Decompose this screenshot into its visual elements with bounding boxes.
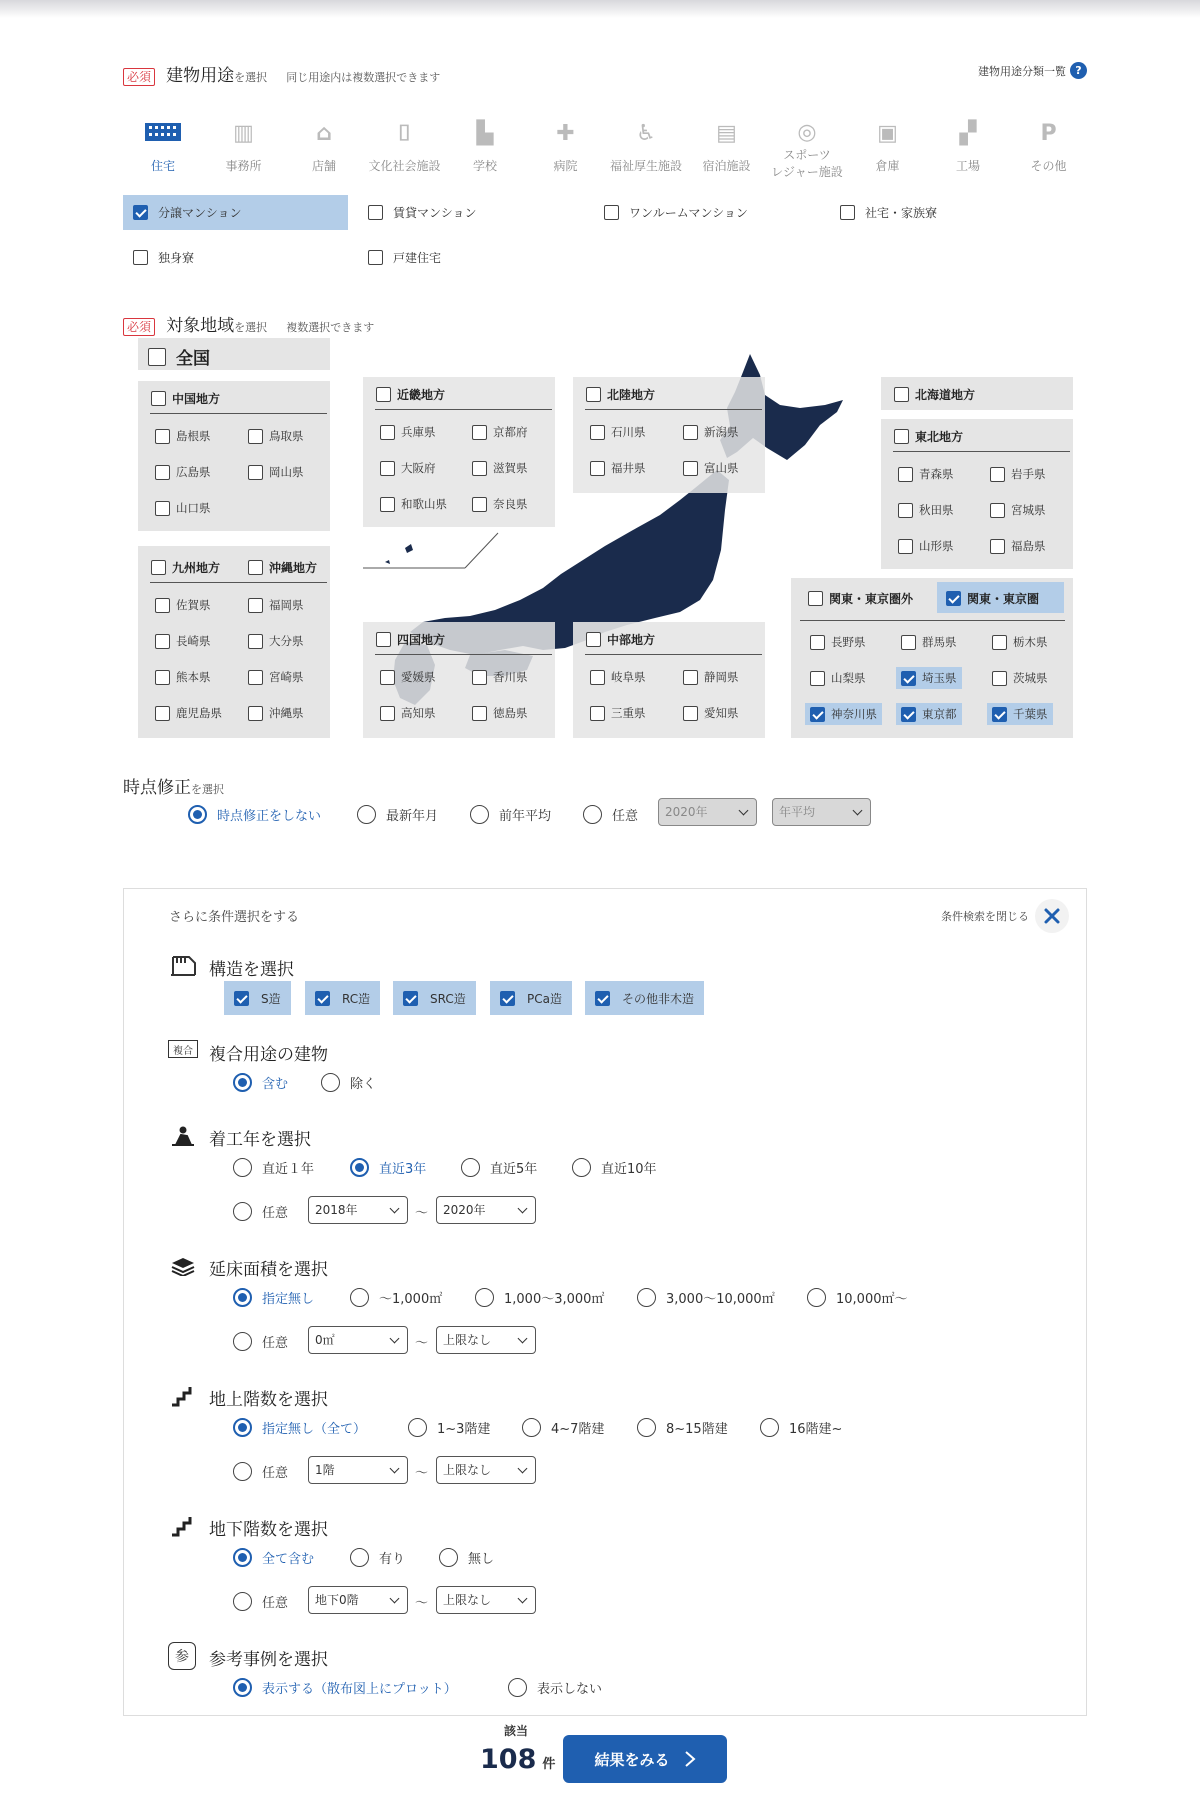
close-conditions[interactable]: 条件検索を閉じる (941, 899, 1069, 933)
factory-icon: ▞ (959, 121, 977, 146)
region-shikoku[interactable]: 四国地方 (376, 631, 445, 648)
pref-ehime[interactable]: 愛媛県 (380, 669, 436, 685)
pref-saitama[interactable]: 埼玉県 (896, 667, 962, 689)
pref-shizuoka[interactable]: 静岡県 (683, 669, 739, 685)
top-shadow (0, 0, 1200, 18)
area-from-select[interactable]: 0㎡ (308, 1326, 408, 1354)
usage-tab-0[interactable]: 住宅 (127, 121, 199, 174)
time-prev-avg[interactable]: 前年平均 (470, 805, 551, 824)
region-hokuriku[interactable]: 北陸地方 (586, 386, 655, 403)
pref-kumamoto[interactable]: 熊本県 (155, 669, 211, 685)
pref-kagawa[interactable]: 香川県 (472, 669, 528, 685)
area-1000-3000[interactable]: 1,000〜3,000㎡ (475, 1288, 604, 1307)
above-none[interactable]: 指定無し（全て） (233, 1418, 366, 1437)
pref-okinawa[interactable]: 沖縄県 (248, 705, 304, 721)
time-header: 時点修正を選択 (123, 778, 224, 798)
checkbox[interactable] (133, 250, 148, 265)
pref-shimane[interactable]: 島根県 (155, 428, 211, 444)
pref-ishikawa[interactable]: 石川県 (590, 424, 646, 440)
time-latest[interactable]: 最新年月 (357, 805, 438, 824)
pref-chiba[interactable]: 千葉県 (987, 703, 1053, 725)
below-custom[interactable]: 任意 (233, 1592, 288, 1611)
structure-other[interactable]: その他非木造 (585, 981, 704, 1015)
pref-nara[interactable]: 奈良県 (472, 496, 528, 512)
pref-niigata[interactable]: 新潟県 (683, 424, 739, 440)
area-none[interactable]: 指定無し (233, 1288, 314, 1307)
pref-yamanashi[interactable]: 山梨県 (810, 670, 866, 686)
subtype-dokushin[interactable]: 独身寮 (133, 249, 194, 266)
pref-shiga[interactable]: 滋賀県 (472, 460, 528, 476)
structure-rc[interactable]: RC造 (305, 981, 380, 1015)
show-results-button[interactable]: 結果をみる (563, 1735, 727, 1783)
region-kyushu[interactable]: 九州地方 (151, 559, 220, 576)
below-no[interactable]: 無し (439, 1548, 494, 1567)
below-to-select[interactable]: 上限なし (436, 1586, 536, 1614)
above-custom[interactable]: 任意 (233, 1462, 288, 1481)
below-all[interactable]: 全て含む (233, 1548, 314, 1567)
usage-tab-2[interactable]: ⌂ 店舗 (311, 121, 336, 173)
subtype-shataku[interactable]: 社宅・家族寮 (840, 204, 937, 221)
usage-tab-7[interactable]: ▤ 宿泊施設 (702, 121, 751, 173)
stairs-icon (169, 1384, 197, 1408)
usage-tab-5[interactable]: ✚ 病院 (553, 121, 578, 173)
usage-note: 同じ用途内は複数選択できます (286, 71, 441, 84)
structure-s[interactable]: S造 (224, 981, 291, 1015)
help-icon[interactable]: ? (1070, 62, 1087, 79)
ref-hide[interactable]: 表示しない (508, 1678, 602, 1697)
region-hokkaido[interactable]: 北海道地方 (894, 386, 975, 403)
ref-title: 参考事例を選択 (209, 1650, 328, 1670)
above-to-select[interactable]: 上限なし (436, 1456, 536, 1484)
checkbox[interactable] (604, 205, 619, 220)
hospital-icon: ✚ (556, 121, 575, 146)
time-none[interactable]: 時点修正をしない (188, 805, 321, 824)
usage-tab-11[interactable]: P その他 (1030, 121, 1067, 173)
subtype-oneroom[interactable]: ワンルームマンション (604, 204, 748, 221)
above-from-select[interactable]: 1階 (308, 1456, 408, 1484)
pref-toyama[interactable]: 富山県 (683, 460, 739, 476)
area-custom[interactable]: 任意 (233, 1332, 288, 1351)
pref-wakayama[interactable]: 和歌山県 (380, 496, 447, 512)
pref-okayama[interactable]: 岡山県 (248, 464, 304, 480)
apartment-icon (145, 121, 181, 147)
subtype-kodate[interactable]: 戸建住宅 (368, 249, 441, 266)
area-title: 延床面積を選択 (209, 1260, 328, 1280)
reference-icon: 参 (168, 1642, 196, 1670)
pref-miyagi[interactable]: 宮城県 (990, 502, 1046, 518)
above-4-7[interactable]: 4~7階建 (522, 1418, 604, 1437)
result-count-wrap (480, 1744, 555, 1775)
structure-src[interactable]: SRC造 (393, 981, 476, 1015)
pref-osaka[interactable]: 大阪府 (380, 460, 436, 476)
pref-fukushima[interactable]: 福島県 (990, 538, 1046, 554)
usage-list-link[interactable]: 建物用途分類一覧 ? (978, 62, 1087, 79)
area-3000-10000[interactable]: 3,000〜10,000㎡ (637, 1288, 775, 1307)
area-lt1000[interactable]: 〜1,000㎡ (350, 1288, 442, 1307)
pref-miyazaki[interactable]: 宮崎県 (248, 669, 304, 685)
region-kanto-in[interactable]: 関東・東京圏 (946, 590, 1039, 607)
sports-icon: ◎ (797, 120, 817, 145)
pref-akita[interactable]: 秋田県 (898, 502, 954, 518)
above-8-15[interactable]: 8~15階建 (637, 1418, 728, 1437)
layers-icon (169, 1254, 197, 1278)
above-title: 地上階数を選択 (209, 1390, 328, 1410)
start-from-select[interactable]: 2018年 (308, 1196, 408, 1224)
chevron-right-icon (684, 1750, 696, 1768)
below-title: 地下階数を選択 (209, 1520, 328, 1540)
office-icon: ▥ (233, 121, 254, 146)
below-yes[interactable]: 有り (350, 1548, 405, 1567)
above-16plus[interactable]: 16階建~ (760, 1418, 842, 1437)
mixed-exclude[interactable]: 除く (321, 1073, 376, 1092)
usage-tab-6[interactable]: ♿ 福祉厚生施設 (610, 121, 683, 173)
region-kanto-out[interactable]: 関東・東京圏外 (808, 590, 913, 607)
pref-nagasaki[interactable]: 長崎県 (155, 633, 211, 649)
other-icon: P (1040, 121, 1057, 146)
pref-iwate[interactable]: 岩手県 (990, 466, 1046, 482)
museum-icon: ⌷ (397, 121, 412, 146)
welfare-icon: ♿ (636, 121, 656, 146)
checkbox[interactable] (368, 205, 383, 220)
area-to-select[interactable]: 上限なし (436, 1326, 536, 1354)
above-1-3[interactable]: 1~3階建 (408, 1418, 490, 1437)
pref-nagano[interactable]: 長野県 (810, 634, 866, 650)
pref-kochi[interactable]: 高知県 (380, 705, 436, 721)
pref-aichi[interactable]: 愛知県 (683, 705, 739, 721)
result-count: 108 (480, 1744, 537, 1775)
checkbox[interactable] (133, 205, 148, 220)
time-custom[interactable]: 任意 (583, 805, 638, 824)
region-chubu[interactable]: 中部地方 (586, 631, 655, 648)
usage-header: 必須 建物用途を選択 同じ用途内は複数選択できます (123, 61, 440, 86)
mixed-include[interactable]: 含む (233, 1073, 288, 1092)
usage-tab-10[interactable]: ▞ 工場 (955, 121, 980, 173)
mixed-title: 複合用途の建物 (209, 1045, 328, 1065)
pref-fukuoka[interactable]: 福岡県 (248, 597, 304, 613)
required-badge: 必須 (123, 68, 155, 86)
pref-gunma[interactable]: 群馬県 (901, 634, 957, 650)
pref-tochigi[interactable]: 栃木県 (992, 634, 1048, 650)
region-okinawa[interactable]: 沖縄地方 (248, 559, 317, 576)
pref-tokyo[interactable]: 東京都 (896, 703, 962, 725)
start-3y[interactable]: 直近3年 (350, 1158, 426, 1177)
usage-tab-3[interactable]: ⌷ 文化社会施設 (368, 121, 441, 173)
start-5y[interactable]: 直近5年 (461, 1158, 537, 1177)
start-custom[interactable]: 任意 (233, 1202, 288, 1221)
map-okinawa[interactable] (385, 544, 413, 564)
pref-tokushima[interactable]: 徳島県 (472, 705, 528, 721)
warehouse-icon: ▣ (877, 121, 898, 146)
pref-hiroshima[interactable]: 広島県 (155, 464, 211, 480)
time-period-select[interactable]: 年平均 (772, 798, 871, 826)
pref-yamagata[interactable]: 山形県 (898, 538, 954, 554)
region-tohoku[interactable]: 東北地方 (894, 428, 963, 445)
structure-pca[interactable]: PCa造 (490, 981, 572, 1015)
pref-kagoshima[interactable]: 鹿児島県 (155, 705, 222, 721)
pref-saga[interactable]: 佐賀県 (155, 597, 211, 613)
start-to-select[interactable]: 2020年 (436, 1196, 536, 1224)
pref-fukui[interactable]: 福井県 (590, 460, 646, 476)
time-year-select[interactable]: 2020年 (658, 798, 757, 826)
construction-worker-icon (169, 1124, 197, 1148)
pref-mie[interactable]: 三重県 (590, 705, 646, 721)
usage-tab-1[interactable]: ▥ 事務所 (225, 121, 262, 173)
checkbox[interactable] (368, 250, 383, 265)
school-icon: ▙ (476, 121, 494, 146)
usage-tab-9[interactable]: ▣ 倉庫 (875, 121, 900, 173)
usage-tab-4[interactable]: ▙ 学校 (472, 121, 497, 173)
result-unit: 件 (542, 1757, 556, 1772)
pref-kanagawa[interactable]: 神奈川県 (805, 703, 882, 725)
pref-oita[interactable]: 大分県 (248, 633, 304, 649)
structure-icon (169, 953, 197, 977)
more-title: さらに条件選択をする (169, 910, 300, 925)
store-icon: ⌂ (316, 121, 332, 146)
area-gt10000[interactable]: 10,000㎡〜 (807, 1288, 908, 1307)
subtype-chintai[interactable]: 賃貸マンション (368, 204, 476, 221)
pref-ibaraki[interactable]: 茨城県 (992, 670, 1048, 686)
below-from-select[interactable]: 地下0階 (308, 1586, 408, 1614)
pref-tottori[interactable]: 鳥取県 (248, 428, 304, 444)
stairs-icon (169, 1514, 197, 1538)
hotel-icon: ▤ (716, 121, 737, 146)
structure-title: 構造を選択 (209, 960, 294, 980)
region-header: 必須 対象地域を選択 複数選択できます (123, 311, 374, 336)
usage-title: 建物用途 (166, 66, 235, 86)
start-1y[interactable]: 直近１年 (233, 1158, 314, 1177)
region-chugoku[interactable]: 中国地方 (151, 390, 220, 407)
checkbox[interactable] (840, 205, 855, 220)
region-kinki[interactable]: 近畿地方 (376, 386, 445, 403)
result-label: 該当 (504, 1724, 529, 1738)
start-year-title: 着工年を選択 (209, 1130, 311, 1150)
start-10y[interactable]: 直近10年 (572, 1158, 657, 1177)
subtype-bunjo[interactable]: 分譲マンション (133, 204, 241, 221)
mixed-use-icon: 複合 (168, 1040, 198, 1058)
ref-show[interactable]: 表示する（散布図上にプロット） (233, 1678, 457, 1697)
pref-hyogo[interactable]: 兵庫県 (380, 424, 436, 440)
pref-aomori[interactable]: 青森県 (898, 466, 954, 482)
close-icon[interactable] (1035, 899, 1069, 933)
pref-kyoto[interactable]: 京都府 (472, 424, 528, 440)
pref-gifu[interactable]: 岐阜県 (590, 669, 646, 685)
pref-yamaguchi[interactable]: 山口県 (155, 500, 211, 516)
usage-tab-8[interactable]: ◎ スポーツ レジャー施設 (771, 120, 843, 179)
region-all[interactable]: 全国 (148, 344, 210, 369)
